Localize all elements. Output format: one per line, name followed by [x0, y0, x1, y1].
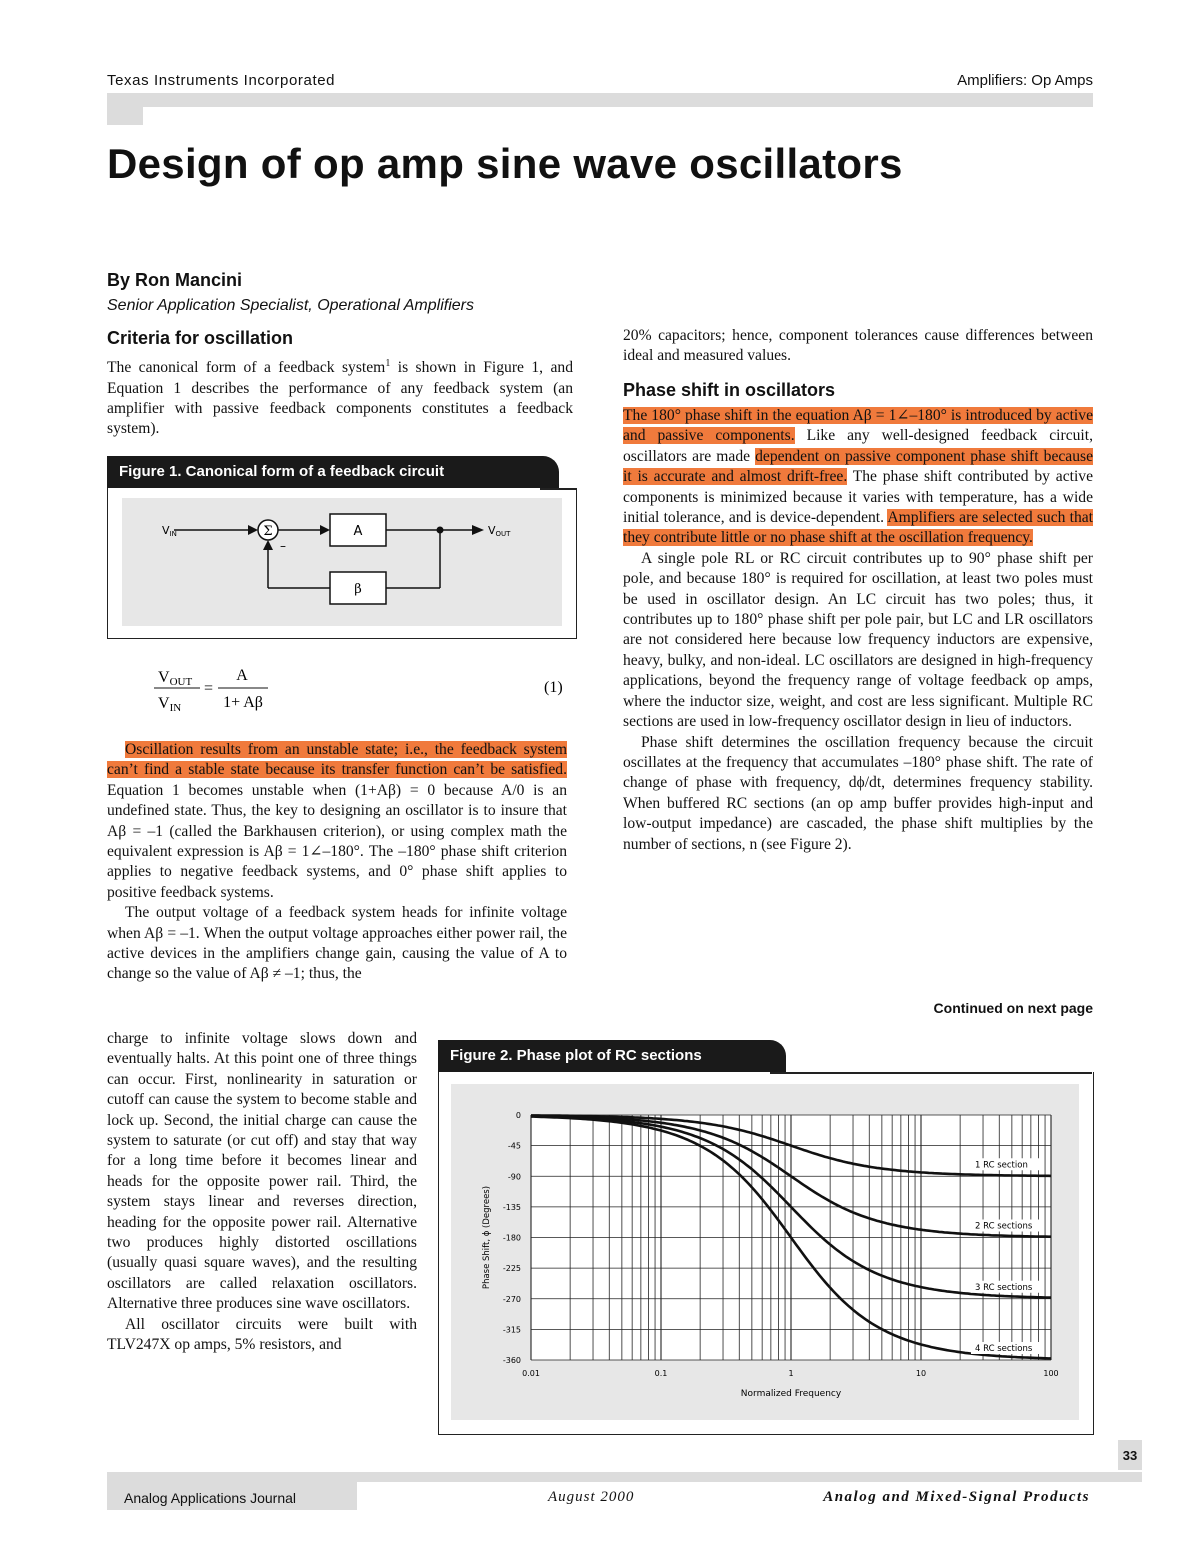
- eq-rhs-numerator: A: [236, 667, 248, 684]
- page-number: 33: [1122, 1448, 1138, 1463]
- left-col-narrow: [107, 1029, 417, 1356]
- header-rule-tab: [107, 107, 143, 125]
- arrow-icon: [263, 540, 273, 550]
- para-text: 20% capacitors; hence, component tolerances cause differences between ideal and measured values.: [623, 327, 1093, 365]
- footer-journal: Analog Applications Journal: [124, 1490, 297, 1506]
- gain-label: A: [353, 524, 363, 539]
- equation-1: [152, 662, 572, 718]
- highlight-passive-phase: dependent on passive component phase shift because it is accurate and almost drift-free.: [623, 447, 1093, 486]
- x-tick-label: 0.1: [654, 1369, 668, 1378]
- para-text: The output voltage of a feedback system heads for infinite voltage when Aβ = –1. When the output voltage approaches either power rail, the active devices in the amplifiers change gain, causing the value of A to change so the value of Aβ ≠ –1; thus, the: [107, 904, 567, 983]
- figure1-frame: [107, 488, 577, 639]
- header-rule: [107, 93, 1093, 107]
- footnote-ref[interactable]: 1: [385, 358, 391, 369]
- para-text: Like any well-designed feedback circuit, oscillators are made: [623, 427, 1093, 465]
- footer-rule: [107, 1472, 1142, 1482]
- equation-graphic: [152, 662, 572, 718]
- y-axis-label: Phase Shift, ϕ (Degrees): [482, 1185, 492, 1290]
- phase-plot: [451, 1084, 1079, 1420]
- para-text: A single pole RL or RC circuit contributes up to 90° phase shift per pole, and because 180° is required for oscillation, at least two poles must be used in oscillator design. An LC circuit has two poles; thus, it contributes up to 180° phase shift per pole pair, but LC and LR oscillators are not considered here because low frequency inductors are expensive, heavy, bulky, and non-ideal. LC oscillators are designed in high-frequency applications, beyond the frequency range of voltage feedback op amps, where the inductor size, weight, and cost are less significant. Multiple RC sections are used in low-frequency oscillator design in lieu of inductors.: [623, 549, 1093, 731]
- sum-symbol: Σ: [263, 524, 273, 539]
- intro-text-cont: is shown in Figure 1, and Equation 1 describes the performance of any feedback system (an amplifier with passive feedback components constitutes a feedback system).: [107, 359, 573, 438]
- figure1-frame-edge: [540, 488, 576, 490]
- y-tick-label: -225: [502, 1264, 521, 1274]
- figure2-title: Figure 2. Phase plot of RC sections: [438, 1040, 786, 1072]
- para-text: The phase shift contributed by active components is minimized because it varies with temperature, has a wide initial tolerance, and is device-dependent.: [623, 468, 1093, 527]
- footer-division: Analog and Mixed-Signal Products: [823, 1489, 1090, 1505]
- y-tick-label: -270: [502, 1294, 521, 1304]
- header-publisher: Texas Instruments Incorporated: [107, 72, 336, 89]
- author-role: Senior Application Specialist, Operational Amplifiers: [107, 297, 474, 314]
- y-tick-label: 0: [515, 1111, 521, 1120]
- page-title: Design of op amp sine wave oscillators: [107, 140, 903, 187]
- x-tick-label: 10: [915, 1369, 927, 1378]
- figure1-panel: [122, 498, 562, 626]
- para-text: charge to infinite voltage slows down and eventually halts. At this point one of three things can occur. First, nonlinearity in saturation or cutoff can cause the system to become stable and lock up. Second, the initial charge can cause the system to saturate (or cut off) and stay that way for a long time before it becomes linear and heads for the opposite power rail. Third, the system stays linear and reverses direction, heading for the opposite power rail. Alternative two produces highly distorted oscillations (usually quasi square waves), and the resulting oscillators are called relaxation oscillators. Alternative three produces sine wave oscillators.: [107, 1030, 417, 1313]
- right-col-top: [623, 326, 1093, 367]
- figure2-frame: [438, 1072, 1094, 1435]
- eq-denominator: VIN: [158, 695, 182, 714]
- x-tick-label: 100: [1043, 1369, 1059, 1378]
- y-tick-label: -315: [502, 1325, 521, 1335]
- right-col-body: [623, 406, 1093, 855]
- figure2-panel: [451, 1084, 1079, 1420]
- byline: By Ron Mancini: [107, 270, 243, 290]
- figure1-title: Figure 1. Canonical form of a feedback circuit: [107, 456, 559, 488]
- arrow-icon: [248, 525, 258, 535]
- vin-label: VIN: [162, 524, 177, 538]
- x-tick-label: 1: [788, 1369, 794, 1378]
- minus-sign: –: [280, 539, 286, 553]
- para-text: Phase shift determines the oscillation frequency because the circuit oscillates at the frequency that accumulates –180° phase shift. The rate of change of phase with frequency, dϕ/dt, determines frequency stability. When buffered RC sections (an op amp buffer provides high-input and low-output impedance) are cascaded, the phase shift multiplies by the number of sections, n (see Figure 2).: [623, 733, 1093, 853]
- series-label: 2 RC sections: [975, 1221, 1033, 1232]
- vout-label: VOUT: [488, 524, 511, 538]
- arrow-icon: [472, 525, 484, 535]
- figure1-diagram: [122, 498, 562, 626]
- y-tick-label: -180: [502, 1233, 521, 1243]
- x-tick-label: 0.01: [522, 1369, 540, 1378]
- highlight-amp-selection: Amplifiers are selected such that they contribute little or no phase shift at the oscillation frequency.: [623, 509, 1094, 547]
- para-text: Equation 1 becomes unstable when (1+Aβ) = 0 because A/0 is an undefined state. Thus, the key to designing an oscillator is to insure that Aβ = –1 (called the Barkhausen criterion), or using complex math the equivalent expression is Aβ = 1∠–180°. The –180° phase shift criterion applies to negative feedback systems, and 0° phase shift applies to positive feedback systems.: [107, 781, 567, 901]
- eq-equals: =: [204, 680, 214, 697]
- footer-date: August 2000: [548, 1489, 635, 1505]
- header-category: Amplifiers: Op Amps: [957, 72, 1093, 89]
- eq-rhs-denominator: 1+ Aβ: [223, 694, 263, 711]
- y-tick-label: -135: [502, 1202, 521, 1212]
- eq-number: (1): [544, 679, 563, 696]
- intro-text: The canonical form of a feedback system: [107, 359, 386, 377]
- x-axis-label: Normalized Frequency: [740, 1389, 842, 1399]
- highlight-oscillation-cause: Oscillation results from an unstable state; i.e., the feedback system can’t find a stable state because its transfer function can’t be satisfied.: [107, 741, 567, 779]
- y-tick-label: -45: [507, 1141, 521, 1151]
- eq-numerator: VOUT: [158, 669, 193, 688]
- y-tick-label: -90: [507, 1172, 521, 1182]
- series-label: 3 RC sections: [975, 1282, 1033, 1293]
- section-heading-criteria: Criteria for oscillation: [107, 328, 294, 348]
- continued-link[interactable]: Continued on next page: [933, 1000, 1093, 1016]
- highlight-phase-source: The 180° phase shift in the equation Aβ = 1∠–180° is introduced by active and passive components.: [623, 407, 1093, 445]
- arrow-icon: [320, 525, 330, 535]
- left-col-intro: [107, 354, 573, 440]
- para-text: All oscillator circuits were built with TLV247X op amps, 5% resistors, and: [107, 1315, 417, 1354]
- series-label: 1 RC section: [975, 1160, 1028, 1171]
- section-heading-phase-shift: Phase shift in oscillators: [623, 380, 836, 400]
- y-tick-label: -360: [502, 1356, 521, 1365]
- feedback-label: β: [354, 582, 362, 597]
- series-label: 4 RC sections: [975, 1344, 1033, 1354]
- left-col-body: [107, 740, 567, 985]
- figure2-frame-edge: [770, 1072, 1092, 1074]
